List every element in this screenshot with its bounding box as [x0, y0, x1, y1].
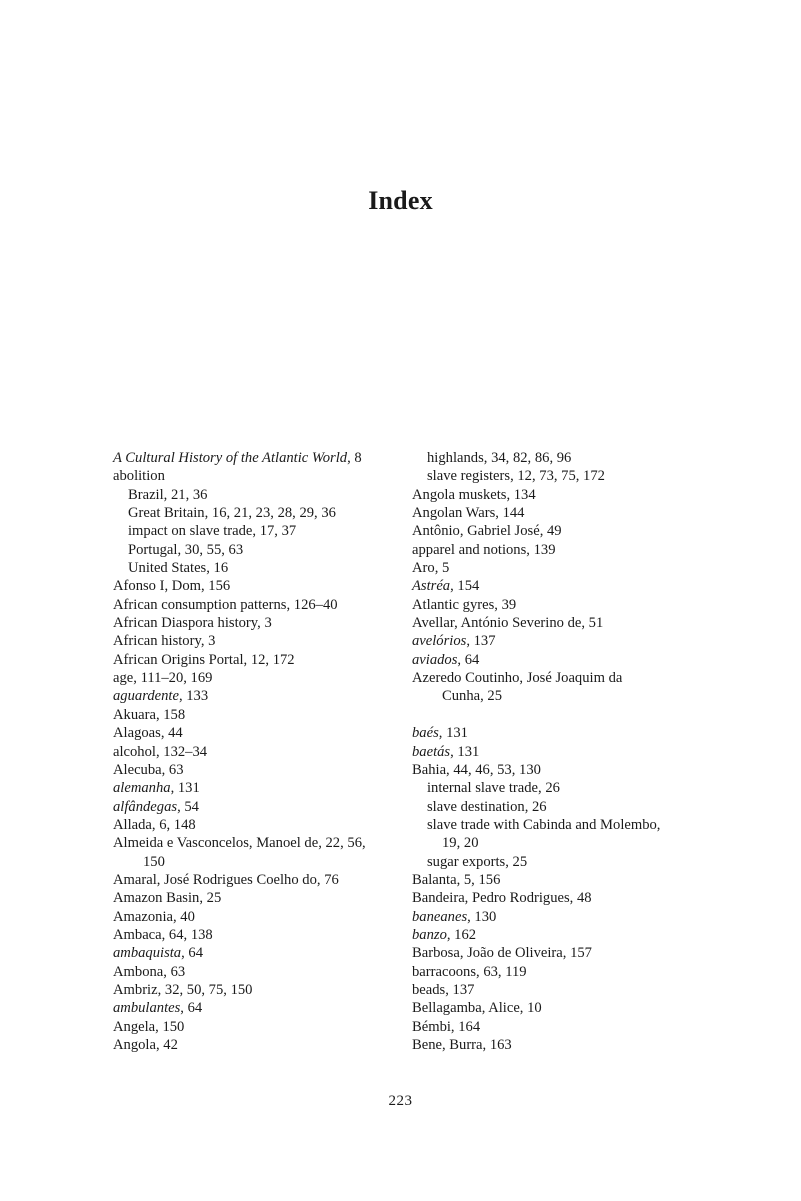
- index-term: 150: [143, 853, 165, 870]
- index-term: Atlantic gyres: [412, 596, 495, 613]
- index-pages: , 3: [200, 633, 216, 650]
- index-pages: , 134: [506, 486, 536, 503]
- index-entry: [113, 926, 403, 944]
- index-entry: [113, 577, 403, 595]
- index-pages: , 44: [160, 725, 183, 742]
- index-term: Great Britain: [128, 505, 205, 522]
- index-term: Barbosa, João de Oliveira: [412, 945, 563, 962]
- index-term: slave registers: [427, 468, 511, 485]
- index-pages: , 21, 36: [163, 486, 208, 503]
- index-term: highlands: [427, 450, 484, 466]
- index-entry: [412, 651, 702, 669]
- index-term: United States: [128, 560, 207, 577]
- index-pages: , 34, 82, 86, 96: [483, 450, 572, 466]
- index-entry: [113, 614, 403, 632]
- index-term: alemanha: [113, 780, 171, 797]
- index-pages: , 48: [569, 890, 592, 907]
- index-pages: , 16, 21, 23, 28, 29, 36: [204, 505, 336, 522]
- index-entry: [113, 651, 403, 669]
- index-entry: [113, 816, 403, 834]
- index-pages: , 39: [494, 596, 517, 613]
- index-pages: , 8: [347, 450, 362, 466]
- index-entry: [113, 541, 403, 559]
- index-pages: , 22, 56,: [318, 835, 366, 852]
- index-term: Cunha, 25: [442, 688, 502, 705]
- index-pages: , 163: [482, 1037, 512, 1053]
- index-entry: [113, 1018, 403, 1036]
- index-term: Akuara: [113, 706, 156, 723]
- index-entry: [113, 798, 403, 816]
- index-pages: , 63: [161, 761, 184, 778]
- index-pages: , 144: [495, 505, 525, 522]
- index-entry: [412, 559, 702, 577]
- index-entry: [412, 486, 702, 504]
- index-entry: [412, 981, 702, 999]
- index-term: Brazil: [128, 486, 164, 503]
- index-term: baetás: [412, 743, 451, 760]
- index-pages: , 26: [538, 780, 560, 797]
- index-pages: , 64: [180, 1000, 203, 1017]
- index-pages: , 126–40: [286, 596, 338, 613]
- index-term: Bandeira, Pedro Rodrigues: [412, 890, 570, 907]
- index-term: Angola muskets: [412, 486, 507, 503]
- index-pages: , 154: [450, 578, 480, 595]
- page-number: 223: [388, 1093, 413, 1109]
- index-column-left: [113, 449, 403, 1054]
- index-pages: , 12, 172: [243, 651, 295, 668]
- index-entry: [412, 871, 702, 889]
- index-pages: , 42: [155, 1037, 178, 1053]
- index-term: Ambriz: [113, 981, 158, 998]
- index-pages: , 111–20, 169: [133, 670, 213, 687]
- index-pages: , 156: [200, 578, 231, 595]
- index-entry: [113, 486, 403, 504]
- index-term: Avellar, António Severino de: [412, 615, 582, 632]
- index-entry: [412, 669, 702, 687]
- index-pages: , 64: [457, 651, 480, 668]
- index-pages: , 51: [581, 615, 604, 632]
- index-term: 19, 20: [442, 835, 479, 852]
- index-pages: , 26: [524, 798, 547, 815]
- index-entry: [412, 632, 702, 650]
- index-term: alfândegas: [113, 798, 178, 815]
- index-entry: [113, 999, 403, 1017]
- index-pages: , 6, 148: [151, 816, 196, 833]
- index-entry: [113, 504, 403, 522]
- index-term: Astréa: [412, 578, 451, 595]
- index-term: beads: [412, 981, 446, 998]
- index-pages: , 157: [562, 945, 592, 962]
- index-entry: [113, 963, 403, 981]
- index-pages: , 54: [177, 798, 199, 815]
- index-pages: , 130: [467, 908, 497, 925]
- index-entry: [412, 944, 702, 962]
- index-pages: , 150: [155, 1018, 185, 1035]
- index-term: Balanta: [412, 871, 457, 888]
- index-term: slave trade with Cabinda and Molembo,: [427, 816, 661, 833]
- index-entry: [113, 559, 403, 577]
- index-pages: , 64: [181, 945, 203, 962]
- index-term: Antônio, Gabriel José: [412, 523, 540, 540]
- index-term: Almeida e Vasconcelos, Manoel de: [113, 835, 319, 852]
- index-entry: [412, 963, 702, 981]
- index-entry: [412, 798, 702, 816]
- index-entry: [412, 577, 702, 595]
- index-entry: [113, 908, 403, 926]
- index-term: Amaral, José Rodrigues Coelho do: [113, 871, 317, 888]
- index-term: age: [113, 670, 134, 687]
- index-term: Aro: [412, 560, 435, 577]
- index-entry: [412, 449, 702, 467]
- index-pages: , 12, 73, 75, 172: [510, 468, 605, 485]
- index-entry: [412, 706, 702, 724]
- index-entry: [412, 743, 702, 761]
- index-term: Alecuba: [113, 761, 162, 778]
- index-entry: [412, 1036, 702, 1054]
- index-term: African Origins Portal: [113, 651, 244, 668]
- index-term: African Diaspora history: [113, 615, 258, 632]
- index-entry: [113, 467, 403, 485]
- index-pages: , 131: [450, 743, 480, 760]
- index-pages: , 133: [178, 688, 209, 705]
- index-term: baés: [412, 725, 439, 742]
- index-entry: [113, 743, 403, 761]
- index-entry: [113, 889, 403, 907]
- index-entry: [113, 1036, 403, 1054]
- index-term: Amazonia: [113, 908, 173, 925]
- index-term: avelórios: [412, 633, 467, 650]
- index-entry: [113, 981, 403, 999]
- index-term: slave destination: [427, 798, 525, 815]
- index-entry: [412, 908, 702, 926]
- page-title: Index: [368, 186, 433, 215]
- index-entry: [113, 687, 403, 705]
- index-entry: [412, 467, 702, 485]
- index-pages: , 3: [257, 615, 272, 632]
- index-term: Afonso I, Dom: [113, 578, 201, 595]
- index-term: Angela: [113, 1018, 156, 1035]
- index-term: Bémbi: [412, 1018, 451, 1035]
- index-pages: , 63: [163, 963, 186, 980]
- index-pages: , 132–34: [155, 743, 208, 760]
- index-term: banzo: [412, 926, 447, 943]
- index-column-right: [412, 449, 702, 1054]
- index-pages: , 76: [316, 871, 339, 888]
- index-entry: [412, 541, 702, 559]
- index-term: Ambona: [113, 963, 164, 980]
- index-entry: [412, 889, 702, 907]
- index-entry: [412, 779, 702, 797]
- index-pages: , 139: [526, 541, 556, 558]
- index-term: Alagoas: [113, 725, 161, 742]
- index-entry: [412, 687, 702, 705]
- index-entry: [412, 1018, 702, 1036]
- index-pages: , 49: [539, 523, 562, 540]
- index-term: Allada: [113, 816, 152, 833]
- index-entry: [113, 449, 403, 467]
- index-pages: , 131: [438, 725, 468, 742]
- index-pages: , 17, 37: [252, 523, 297, 540]
- index-pages: , 25: [199, 890, 222, 907]
- index-entry: [412, 504, 702, 522]
- index-pages: , 164: [450, 1018, 481, 1035]
- index-term: sugar exports: [427, 853, 506, 870]
- index-term: aviados: [412, 651, 458, 668]
- index-pages: , 5: [434, 560, 450, 577]
- index-entry: [412, 522, 702, 540]
- index-pages: , 30, 55, 63: [177, 541, 244, 558]
- index-entry: [113, 596, 403, 614]
- index-term: aguardente: [113, 688, 179, 705]
- index-term: barracoons: [412, 963, 477, 980]
- index-term: Azeredo Coutinho, José Joaquim da: [412, 670, 623, 687]
- index-entry: [113, 724, 403, 742]
- index-term: African consumption patterns: [113, 596, 287, 613]
- index-pages: , 158: [155, 706, 186, 723]
- index-term: baneanes: [412, 908, 468, 925]
- index-pages: , 32, 50, 75, 150: [157, 981, 253, 998]
- index-term: impact on slave trade: [128, 523, 253, 540]
- index-entry: [412, 999, 702, 1017]
- index-entry: [412, 761, 702, 779]
- index-pages: , 5, 156: [456, 871, 501, 888]
- index-entry: [113, 522, 403, 540]
- index-entry: [412, 614, 702, 632]
- index-term: African history: [113, 633, 201, 650]
- index-entry: [113, 871, 403, 889]
- index-term: internal slave trade: [427, 780, 539, 797]
- index-pages: , 131: [170, 780, 200, 797]
- index-term: A Cultural History of the Atlantic World: [113, 450, 348, 466]
- index-term: Bene, Burra: [412, 1037, 483, 1053]
- index-term: Angola: [113, 1037, 156, 1053]
- index-pages: , 16: [206, 560, 229, 577]
- index-entry: [412, 596, 702, 614]
- index-pages: , 64, 138: [161, 926, 213, 943]
- index-entry: [113, 706, 403, 724]
- index-entry: [113, 944, 403, 962]
- index-term: alcohol: [113, 743, 156, 760]
- index-pages: , 10: [519, 1000, 542, 1017]
- index-term: apparel and notions: [412, 541, 527, 558]
- index-term: Ambaca: [113, 926, 162, 943]
- index-entry: [113, 669, 403, 687]
- index-term: Angolan Wars: [412, 505, 496, 522]
- index-pages: , 162: [446, 926, 477, 943]
- index-term: Portugal: [128, 541, 178, 558]
- index-pages: , 44, 46, 53, 130: [446, 761, 541, 778]
- index-entry: [412, 853, 702, 871]
- index-term: ambulantes: [113, 1000, 181, 1017]
- index-entry: [113, 834, 403, 852]
- index-entry: [412, 816, 702, 834]
- index-pages: , 137: [466, 633, 496, 650]
- index-entry: [412, 926, 702, 944]
- index-term: Bahia: [412, 761, 447, 778]
- index-entry: [412, 834, 702, 852]
- index-entry: [113, 853, 403, 871]
- index-term: Bellagamba, Alice: [412, 1000, 520, 1017]
- index-entry: [412, 724, 702, 742]
- index-entry: [113, 632, 403, 650]
- index-term: Amazon Basin: [113, 890, 200, 907]
- index-pages: , 40: [172, 908, 195, 925]
- index-term: ambaquista: [113, 945, 182, 962]
- index-pages: , 63, 119: [476, 963, 527, 980]
- index-entry: [113, 779, 403, 797]
- index-pages: , 25: [505, 853, 528, 870]
- index-term: abolition: [113, 468, 165, 485]
- index-pages: , 137: [445, 981, 475, 998]
- index-entry: [113, 761, 403, 779]
